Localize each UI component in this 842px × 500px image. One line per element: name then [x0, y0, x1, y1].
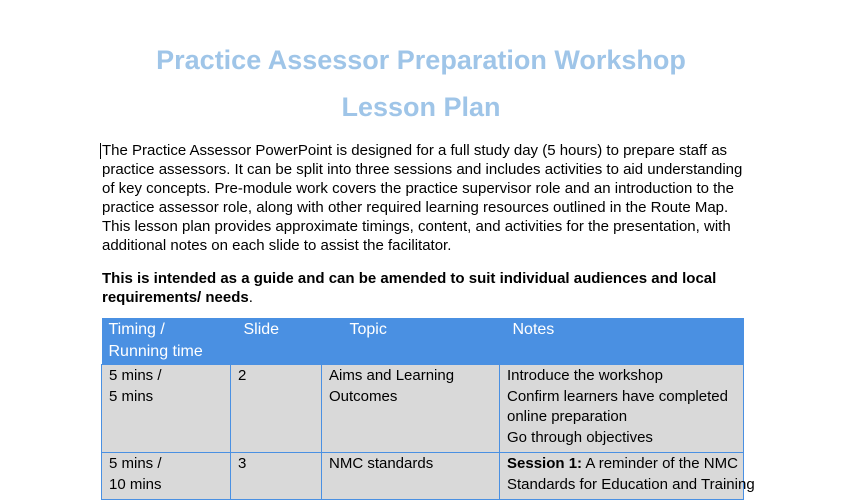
- cell-topic: NMC standards: [322, 453, 500, 500]
- session-label: Session 1:: [507, 455, 583, 472]
- cell-slide: 3: [231, 453, 322, 500]
- header-timing: Timing / Running time: [108, 321, 203, 360]
- header-topic: Topic: [349, 321, 387, 338]
- intro-text: The Practice Assessor PowerPoint is designed for a full study day (5 hours) to prepare staff as practice assessors. It can be split into three sessions and includes activities to aid understanding of key concepts. Pre-module work covers the practice supervisor role and an introduction to the practice assessor role, along with other required learning resources outlined in the Route Map. This lesson plan provides approximate timings, content, and activities for the presentation, with additional notes on each slide to assist the facilitator.: [102, 142, 743, 254]
- guide-note-bold: This is intended as a guide and can be amended to suit individual audiences and local requirements/ needs: [102, 270, 717, 306]
- cell-timing: 5 mins / 10 mins: [102, 453, 231, 500]
- cell-notes: Session 1: A reminder of the NMC Standards for Education and Training: [500, 453, 744, 500]
- table-row: [102, 365, 744, 453]
- cell-notes: Introduce the workshop Confirm learners have completed online preparation Go through objectives: [500, 365, 744, 453]
- cell-slide: 2: [231, 365, 322, 453]
- cell-topic: Aims and Learning Outcomes: [322, 365, 500, 453]
- document-subtitle: Lesson Plan: [341, 92, 501, 122]
- cell-timing: 5 mins / 5 mins: [102, 365, 231, 453]
- header-notes: Notes: [512, 321, 555, 338]
- intro-paragraph[interactable]: [102, 141, 747, 255]
- guide-note-end: .: [248, 289, 253, 306]
- table-row: [102, 453, 744, 500]
- guide-note: [102, 269, 747, 307]
- lesson-plan-table: [101, 318, 755, 500]
- header-slide: Slide: [243, 321, 280, 338]
- table-header-row: [102, 318, 744, 365]
- text-cursor: [100, 143, 101, 159]
- document-title: Practice Assessor Preparation Workshop: [156, 45, 686, 75]
